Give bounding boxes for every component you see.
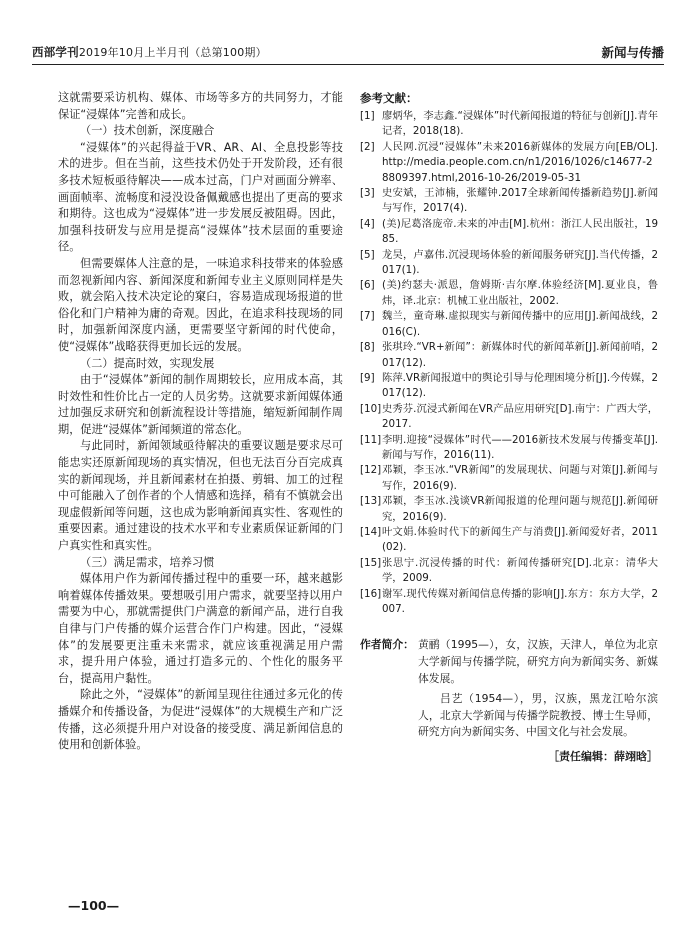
page-number: —100— (68, 898, 120, 913)
reference-item (360, 109, 658, 140)
journal-name: 西部学刊 (32, 45, 79, 59)
reference-item (360, 278, 658, 309)
reference-text: 廖炳华，李志鑫.“浸媒体”时代新闻报道的特征与创新[J].青年记者，2018(18). (382, 110, 658, 138)
section-subheading: （一）技术创新，深度融合 (80, 124, 215, 138)
reference-number: [11] (360, 433, 382, 446)
left-column (58, 90, 343, 754)
author-bio-label: 作者简介： (360, 638, 414, 652)
reference-number: [13] (360, 495, 382, 508)
reference-number: [1] (360, 110, 375, 122)
reference-item (360, 556, 658, 587)
reference-item (360, 494, 658, 525)
reference-text: 魏兰，童奇琳.虚拟现实与新闻传播中的应用[J].新闻战线，2016(C). (382, 310, 658, 338)
reference-text: 邓颖，李玉冰.“VR新闻”的发展现状、问题与对策[J].新闻与写作，2016(9). (382, 464, 658, 492)
issue-info: 2019年10月上半月刊（总第100期） (78, 46, 267, 59)
body-paragraph: 但需要媒体人注意的是，一味追求科技带来的体验感而忽视新闻内容、新闻深度和新闻专业主义原则同样是失败，就会陷入技术决定论的窠臼，容易造成现场报道的世俗化和门户精神为庸的奇观。因此，在追求科技现场的同时，加强新闻深度内涵，更需要坚守新闻的时代使命，使“浸媒体”战略获得更加长远的发展。 (58, 256, 343, 353)
right-column (360, 90, 658, 764)
reference-text: 史安斌，王沛楠，张耀钟.2017全球新闻传播新趋势[J].新闻与写作，2017(4). (382, 187, 658, 215)
reference-number: [5] (360, 248, 375, 261)
reference-number: [15] (360, 556, 382, 569)
section-subheading: （三）满足需求，培养习惯 (80, 555, 215, 569)
reference-text: 邓颖，李玉冰.浅谈VR新闻报道的伦理问题与规范[J].新闻研究，2016(9). (382, 495, 658, 523)
reference-number: [10] (360, 402, 382, 415)
reference-text: 张琪玲.“VR+新闻”：新媒体时代的新闻革新[J].新闻前哨，2017(12). (382, 341, 658, 369)
reference-number: [8] (360, 341, 375, 354)
reference-text: 龙昊，卢嘉伟.沉浸现场体验的新闻服务研究[J].当代传播，2017(1). (382, 248, 658, 277)
reference-text: 张思宁.沉浸传播的时代：新闻传播研究[D].北京：清华大学，2009. (382, 556, 658, 585)
references-heading: 参考文献： (360, 91, 418, 105)
reference-text: (美)约瑟夫·派恩，詹姆斯·吉尔摩.体验经济[M].夏业良，鲁炜，译.北京：机械工业出版社，2002. (382, 279, 658, 307)
reference-text: 谢军.现代传媒对新闻信息传播的影响[J].东方：东方大学，2007. (382, 587, 658, 615)
reference-number: [7] (360, 310, 375, 323)
reference-number: [14] (360, 525, 382, 538)
author-entry: 黄鹂（1995—），女，汉族，天津人，单位为北京大学新闻与传播学院，研究方向为新闻实务、新媒体发展。 (418, 638, 658, 685)
author-bio (360, 637, 658, 744)
body-paragraph: 媒体用户作为新闻传播过程中的重要一环，越来越影响着媒体传播效果。要想吸引用户需求，就要坚持以用户需要为中心，那就需提供门户满意的新闻产品，进行自我自律与门户传播的媒介运营合作门户构建。因此，“浸媒体”的发展要更注重未来需求，就应该重视满足用户需求，提升用户体验，通过打造多元的、个性化的服务平台，提高用户黏性。 (58, 572, 343, 685)
reference-item (360, 217, 658, 248)
reference-item (360, 525, 658, 556)
reference-number: [2] (360, 140, 375, 153)
body-paragraph: 由于“浸媒体”新闻的制作周期较长，应用成本高，其时效性和性价比占一定的人员劣势。这就要求新闻媒体通过加强反求研究和创新流程设计等措施，缩短新闻制作周期，促进“浸媒体”新闻频道的常态化。 (58, 373, 343, 436)
body-paragraph: 这就需要采访机构、媒体、市场等多方的共同努力，才能保证“浸媒体”完善和成长。 (58, 91, 343, 121)
reference-item (360, 402, 658, 433)
reference-item (360, 248, 658, 279)
reference-text: 史秀芬.沉浸式新闻在VR产品应用研究[D].南宁：广西大学，2017. (382, 402, 658, 431)
reference-text: (美)尼葛洛庞帝.未来的冲击[M].杭州：浙江人民出版社，1985. (382, 217, 658, 246)
section-name: 新闻与传播 (601, 45, 664, 60)
reference-text: 叶文娟.体验时代下的新闻生产与消费[J].新闻爱好者，2011(02). (382, 525, 658, 554)
reference-item (360, 463, 658, 494)
author-entry: 吕艺（1954—），男，汉族，黑龙江哈尔滨人，北京大学新闻与传播学院教授、博士生导师，研究方向为新闻实务、中国文化与社会发展。 (418, 691, 658, 739)
author-bio-body (418, 637, 658, 744)
reference-number: [9] (360, 371, 375, 384)
reference-number: [4] (360, 217, 375, 230)
reference-number: [6] (360, 279, 375, 292)
reference-item (360, 340, 658, 371)
reference-item (360, 309, 658, 340)
journal-title (32, 44, 267, 60)
reference-item (360, 140, 658, 186)
body-paragraph: 除此之外，“浸媒体”的新闻呈现往往通过多元化的传播媒介和传播设备，为促进“浸媒体”的大规模生产和广泛传播，这必须提升用户对设备的接受度、满足新闻信息的使用和创新体验。 (58, 688, 343, 752)
reference-item (360, 433, 658, 464)
responsible-editor: ［责任编辑：薛翊晗］ (548, 750, 658, 764)
reference-text: 李明.迎接“浸媒体”时代——2016新技术发展与传播变革[J].新闻与写作，2016(11). (382, 433, 658, 461)
running-header (32, 42, 664, 65)
body-paragraph: 与此同时，新闻领域亟待解决的重要议题是要求尽可能忠实还原新闻现场的真实情况，但也无法百分百完成真实的新闻现场，并且新闻素材在拍摄、剪辑、加工的过程中可能融入了创作者的个人情感和选择，稍有不慎就会出现虚假新闻等问题，这也成为影响新闻真实性、客观性的重要因素。通过建设的技术水平和专业素质保证新闻的门户真实性和真实性。 (58, 439, 343, 553)
section-subheading: （二）提高时效，实现发展 (80, 356, 215, 370)
reference-number: [16] (360, 587, 382, 600)
reference-list (360, 109, 658, 617)
reference-item (360, 371, 658, 402)
reference-text: 人民网.沉浸“浸媒体”未来2016新媒体的发展方向[EB/OL]. http://media.people.com.cn/n1/2016/1026/c14677-28809397.html,2016-10-26/2019-05-31 (382, 140, 658, 184)
body-paragraph: “浸媒体”的兴起得益于VR、AR、AI、全息投影等技术的进步。但在当前，这些技术仍处于开发阶段，还有很多技术短板亟待解决——成本过高，门户对画面分辨率、画面帧率、流畅度和浸没设备佩戴感也提出了更高的要求和期待。这也成为“浸媒体”进一步发展反被阻碍。因此，加强科技研发与应用是提高“浸媒体”技术层面的重要途径。 (58, 140, 343, 254)
reference-item (360, 186, 658, 217)
reference-number: [3] (360, 187, 375, 200)
reference-number: [12] (360, 464, 382, 477)
reference-item (360, 587, 658, 618)
reference-text: 陈萍.VR新闻报道中的舆论引导与伦理困境分析[J].今传媒，2017(12). (382, 371, 658, 400)
